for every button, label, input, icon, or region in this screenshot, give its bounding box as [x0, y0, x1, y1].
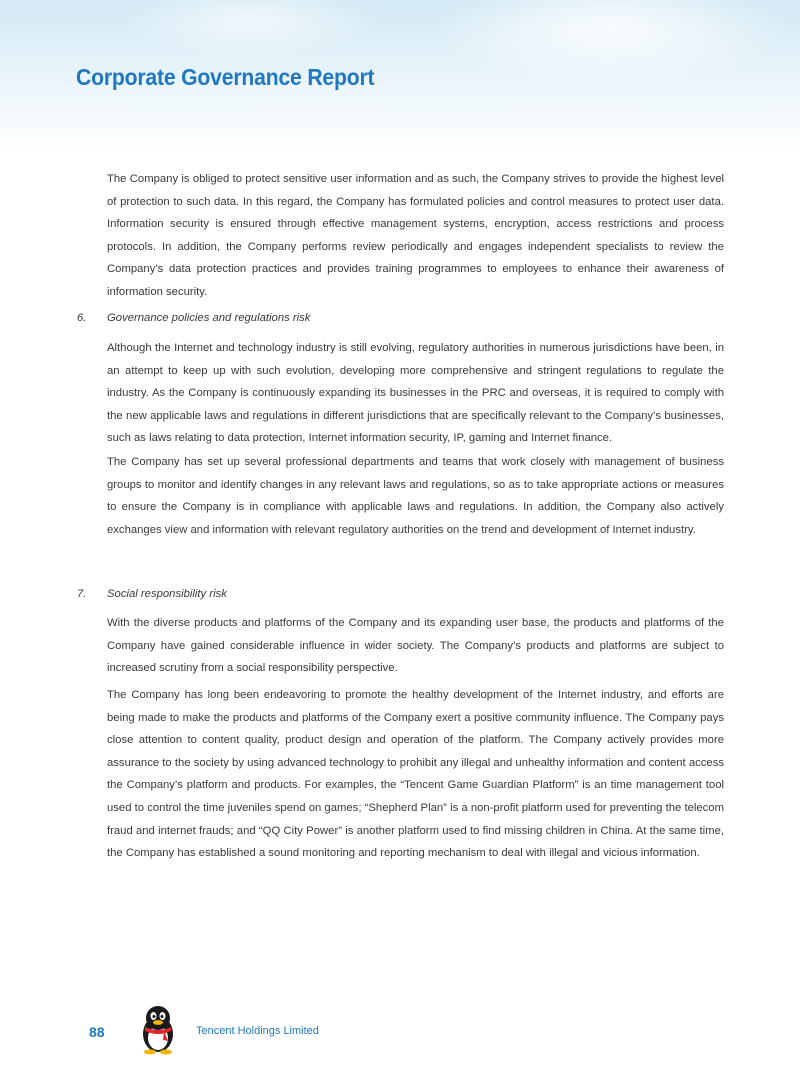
header-glow	[430, 0, 790, 90]
section-6-paragraph-2: The Company has set up several professional departments and teams that work closely with management of business groups to monitor and identify changes in any relevant laws and regulations, so as to take appropriate actions or measures to ensure the Company is in compliance with applicable laws and regulations. In addition, the Company also actively exchanges view and information with relevant regulatory authorities on the trend and development of Internet industry.	[107, 456, 724, 536]
page-title: Corporate Governance Report	[76, 64, 375, 90]
intro-paragraph: The Company is obliged to protect sensitive user information and as such, the Company strives to provide the highest level of protection to such data. In this regard, the Company has formulated policies and control measures to protect user data. Information security is ensured through effective management systems, encryption, access restrictions and process protocols. In addition, the Company performs review periodically and engages independent specialists to review the Company’s data protection practices and provides training programmes to employees to enhance their awareness of information security.	[107, 173, 724, 298]
footer-company-name: Tencent Holdings Limited	[196, 1025, 319, 1037]
penguin-icon	[137, 1003, 179, 1055]
section-7-number: 7.	[77, 588, 87, 600]
section-6-title: Governance policies and regulations risk	[107, 312, 311, 324]
section-6-paragraph-1: Although the Internet and technology industry is still evolving, regulatory authorities in numerous jurisdictions have been, in an attempt to keep up with such evolution, developing more comprehensive and stringent regulations to regulate the industry. As the Company is continuously expanding its businesses in the PRC and overseas, it is required to comply with the new applicable laws and regulations in different jurisdictions that are specifically relevant to the Company’s businesses, such as laws relating to data protection, Internet information security, IP, gaming and Internet finance.	[107, 342, 724, 445]
page-number: 88	[89, 1024, 105, 1040]
header-glow-secondary	[120, 0, 380, 60]
section-7-paragraph-2: The Company has long been endeavoring to promote the healthy development of the Internet industry, and efforts are being made to make the products and platforms of the Company exert a positive community influence. The Company pays close attention to content quality, product design and operation of the platform. The Company actively provides more assurance to the society by using advanced technology to prohibit any illegal and unhealthy information and content access the Company’s platform and products. For examples, the “Tencent Game Guardian Platform” is an time management tool used to control the time juveniles spend on games; “Shepherd Plan” is a non-profit platform used for preventing the telecom fraud and internet frauds; and “QQ City Power” is another platform used to find missing children in China. At the same time, the Company has established a sound monitoring and reporting mechanism to deal with illegal and vicious information.	[107, 689, 724, 860]
section-7-paragraph-1: With the diverse products and platforms of the Company and its expanding user base, the products and platforms of the Company have gained considerable influence in wider society. The Company’s products and platforms are subject to increased scrutiny from a social responsibility perspective.	[107, 617, 724, 675]
section-6-number: 6.	[77, 312, 87, 324]
section-7-title: Social responsibility risk	[107, 588, 227, 600]
